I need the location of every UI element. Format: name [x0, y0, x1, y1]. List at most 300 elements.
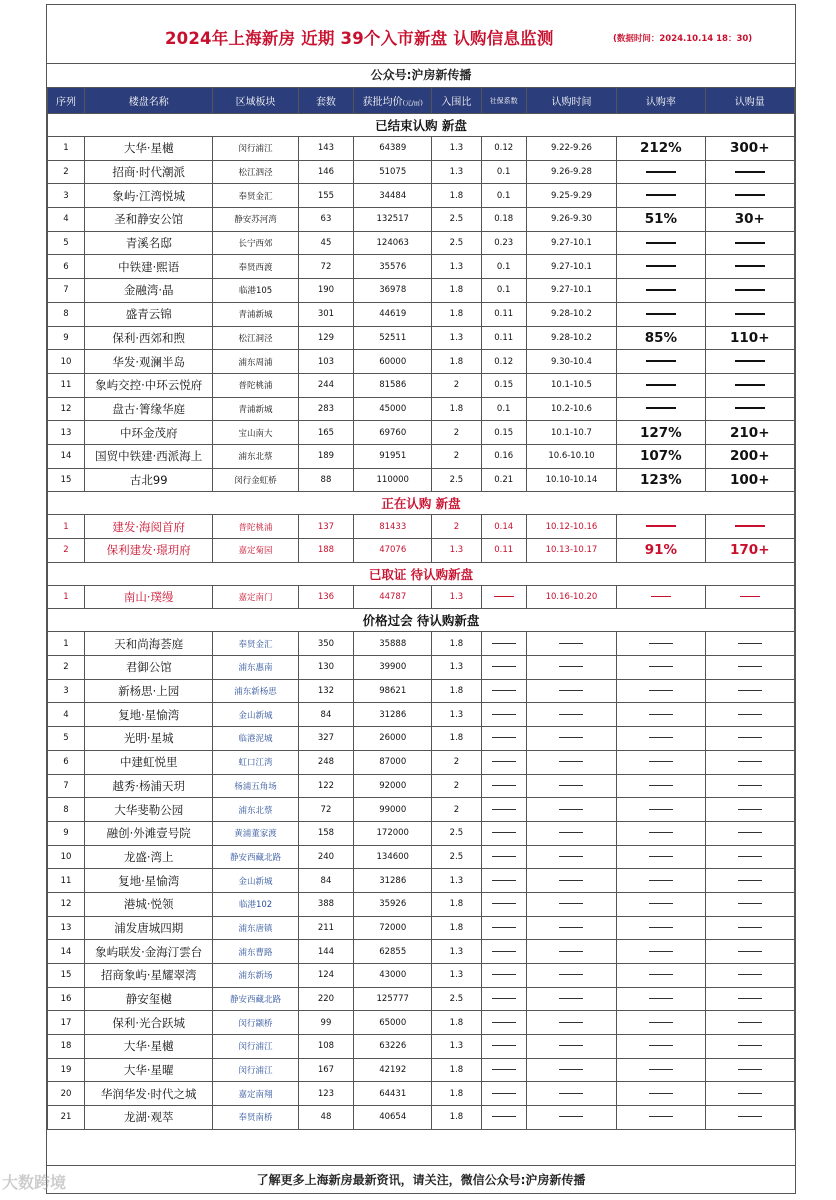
cell-social: 0.18: [481, 208, 526, 232]
cell-name: 天和尚海荟庭: [84, 632, 212, 656]
cell-time: [526, 774, 616, 798]
cell-units: 88: [298, 468, 353, 492]
cell-rate: [617, 397, 705, 421]
cell-rate: [617, 774, 705, 798]
cell-ratio: 2.5: [432, 231, 481, 255]
cell-area: 临港泥城: [213, 727, 298, 751]
cell-time: 10.6-10.10: [526, 444, 616, 468]
empty-dash: [738, 666, 762, 667]
cell-time: 9.27-10.1: [526, 255, 616, 279]
cell-rate: [617, 231, 705, 255]
cell-time: 9.26-9.28: [526, 160, 616, 184]
cell-units: 84: [298, 703, 353, 727]
table-row: [48, 869, 795, 893]
empty-dash: [649, 880, 673, 881]
cell-price: 35888: [354, 632, 432, 656]
cell-social: [481, 585, 526, 609]
cell-name: 复地·星愉湾: [84, 869, 212, 893]
empty-dash: [492, 1022, 516, 1023]
header-units: 套数: [298, 88, 353, 114]
cell-units: 84: [298, 869, 353, 893]
cell-volume: [705, 302, 794, 326]
cell-price: 172000: [354, 821, 432, 845]
cell-units: 301: [298, 302, 353, 326]
empty-dash: [649, 1069, 673, 1070]
cell-volume: [705, 632, 794, 656]
cell-price: 134600: [354, 845, 432, 869]
empty-dash: [559, 927, 583, 928]
empty-dash: [559, 643, 583, 644]
cell-price: 31286: [354, 703, 432, 727]
header-name: 楼盘名称: [84, 88, 212, 114]
empty-dash: [492, 809, 516, 810]
empty-dash: [492, 690, 516, 691]
cell-name: 静安玺樾: [84, 987, 212, 1011]
cell-rate: [617, 703, 705, 727]
cell-price: 69760: [354, 421, 432, 445]
cell-social: 0.11: [481, 539, 526, 563]
cell-rate: [617, 892, 705, 916]
cell-seq: 8: [48, 798, 85, 822]
cell-area: 静安苏河湾: [213, 208, 298, 232]
cell-price: 35926: [354, 892, 432, 916]
cell-social: [481, 727, 526, 751]
cell-volume: 210+: [705, 421, 794, 445]
cell-time: [526, 916, 616, 940]
empty-dash: [492, 951, 516, 952]
empty-dash: [492, 1069, 516, 1070]
table-row: [48, 940, 795, 964]
empty-dash: [559, 1045, 583, 1046]
cell-seq: 7: [48, 774, 85, 798]
cell-rate: [617, 727, 705, 751]
cell-ratio: 2: [432, 798, 481, 822]
cell-time: [526, 869, 616, 893]
cell-price: 52511: [354, 326, 432, 350]
cell-rate: 127%: [617, 421, 705, 445]
cell-volume: [705, 750, 794, 774]
cell-area: 嘉定南门: [213, 585, 298, 609]
cell-volume: [705, 1106, 794, 1130]
cell-volume: [705, 987, 794, 1011]
cell-volume: [705, 397, 794, 421]
table-row: [48, 727, 795, 751]
table-row: [48, 160, 795, 184]
empty-dash: [649, 714, 673, 715]
empty-dash: [559, 785, 583, 786]
cell-price: 98621: [354, 679, 432, 703]
cell-ratio: 2: [432, 750, 481, 774]
cell-units: 165: [298, 421, 353, 445]
cell-rate: 107%: [617, 444, 705, 468]
cell-volume: 200+: [705, 444, 794, 468]
cell-name: 金融湾·晶: [84, 279, 212, 303]
empty-dash: [559, 737, 583, 738]
cell-social: 0.15: [481, 373, 526, 397]
table-row: [48, 515, 795, 539]
table-row: [48, 279, 795, 303]
header-area: 区域板块: [213, 88, 298, 114]
empty-dash: [492, 1093, 516, 1094]
cell-ratio: 1.3: [432, 703, 481, 727]
empty-dash: [559, 690, 583, 691]
empty-dash: [738, 809, 762, 810]
cell-area: 宝山南大: [213, 421, 298, 445]
cell-name: 光明·星城: [84, 727, 212, 751]
cell-volume: [705, 679, 794, 703]
cell-price: 47076: [354, 539, 432, 563]
empty-dash: [559, 903, 583, 904]
cell-time: [526, 987, 616, 1011]
cell-seq: 19: [48, 1058, 85, 1082]
cell-rate: [617, 1106, 705, 1130]
cell-units: 130: [298, 656, 353, 680]
cell-price: 81433: [354, 515, 432, 539]
cell-ratio: 1.3: [432, 539, 481, 563]
cell-volume: [705, 184, 794, 208]
empty-dash: [738, 737, 762, 738]
table-row: [48, 421, 795, 445]
cell-area: 静安西藏北路: [213, 845, 298, 869]
cell-name: 大华·星樾: [84, 1035, 212, 1059]
cell-seq: 10: [48, 845, 85, 869]
cell-units: 103: [298, 350, 353, 374]
cell-units: 63: [298, 208, 353, 232]
cell-units: 123: [298, 1082, 353, 1106]
empty-dash: [738, 714, 762, 715]
cell-area: 杨浦五角场: [213, 774, 298, 798]
table-row: [48, 679, 795, 703]
empty-dash: [559, 1093, 583, 1094]
cell-units: 144: [298, 940, 353, 964]
empty-dash: [559, 951, 583, 952]
cell-seq: 12: [48, 892, 85, 916]
empty-dash: [559, 714, 583, 715]
cell-units: 388: [298, 892, 353, 916]
table-row: [48, 350, 795, 374]
cell-social: [481, 774, 526, 798]
cell-name: 龙湖·观萃: [84, 1106, 212, 1130]
cell-units: 189: [298, 444, 353, 468]
cell-volume: [705, 279, 794, 303]
cell-volume: 100+: [705, 468, 794, 492]
cell-name: 圣和静安公馆: [84, 208, 212, 232]
cell-rate: 212%: [617, 137, 705, 161]
empty-dash: [646, 289, 676, 291]
cell-units: 48: [298, 1106, 353, 1130]
table-row: [48, 373, 795, 397]
header-social: 社保系数: [481, 88, 526, 114]
cell-volume: [705, 515, 794, 539]
empty-dash: [735, 289, 765, 291]
cell-area: 浦东北蔡: [213, 798, 298, 822]
cell-name: 青溪名邸: [84, 231, 212, 255]
cell-seq: 20: [48, 1082, 85, 1106]
empty-dash: [649, 903, 673, 904]
cell-area: 奉贤南桥: [213, 1106, 298, 1130]
cell-name: 越秀·杨浦天玥: [84, 774, 212, 798]
cell-name: 华润华发·时代之城: [84, 1082, 212, 1106]
cell-ratio: 1.3: [432, 656, 481, 680]
cell-time: 9.26-9.30: [526, 208, 616, 232]
table-row: [48, 821, 795, 845]
table-row: [48, 632, 795, 656]
cell-name: 国贸中铁建·西派海上: [84, 444, 212, 468]
cell-volume: [705, 585, 794, 609]
cell-ratio: 1.8: [432, 279, 481, 303]
cell-units: 146: [298, 160, 353, 184]
cell-ratio: 1.3: [432, 160, 481, 184]
cell-time: [526, 821, 616, 845]
cell-ratio: 1.8: [432, 632, 481, 656]
table-row: [48, 798, 795, 822]
table-row: [48, 750, 795, 774]
cell-price: 81586: [354, 373, 432, 397]
empty-dash: [492, 927, 516, 928]
cell-volume: 110+: [705, 326, 794, 350]
empty-dash: [646, 194, 676, 196]
cell-area: 浦东新杨思: [213, 679, 298, 703]
cell-seq: 3: [48, 679, 85, 703]
cell-price: 92000: [354, 774, 432, 798]
cell-ratio: 1.8: [432, 892, 481, 916]
empty-dash: [492, 974, 516, 975]
cell-units: 137: [298, 515, 353, 539]
listings-table: [47, 87, 795, 1130]
cell-units: 248: [298, 750, 353, 774]
cell-price: 44787: [354, 585, 432, 609]
empty-dash: [492, 714, 516, 715]
table-row: [48, 208, 795, 232]
cell-seq: 4: [48, 703, 85, 727]
cell-price: 60000: [354, 350, 432, 374]
empty-dash: [735, 407, 765, 409]
cell-social: 0.11: [481, 326, 526, 350]
empty-dash: [735, 171, 765, 173]
cell-time: [526, 964, 616, 988]
cell-volume: [705, 1011, 794, 1035]
empty-dash: [492, 785, 516, 786]
cell-area: 普陀桃浦: [213, 373, 298, 397]
cell-price: 63226: [354, 1035, 432, 1059]
table-row: [48, 468, 795, 492]
cell-rate: 91%: [617, 539, 705, 563]
cell-units: 72: [298, 798, 353, 822]
cell-rate: [617, 964, 705, 988]
cell-volume: [705, 821, 794, 845]
table-row: [48, 231, 795, 255]
cell-social: 0.14: [481, 515, 526, 539]
empty-dash: [738, 880, 762, 881]
empty-dash: [649, 951, 673, 952]
empty-dash: [738, 998, 762, 999]
cell-name: 中建虹悦里: [84, 750, 212, 774]
cell-social: [481, 1011, 526, 1035]
cell-units: 240: [298, 845, 353, 869]
cell-time: 9.27-10.1: [526, 279, 616, 303]
cell-name: 南山·璞缦: [84, 585, 212, 609]
cell-name: 龙盛·湾上: [84, 845, 212, 869]
cell-price: 91951: [354, 444, 432, 468]
cell-social: [481, 916, 526, 940]
data-time: (数据时间：2024.10.14 18：30): [613, 34, 753, 44]
empty-dash: [735, 360, 765, 362]
cell-social: [481, 1035, 526, 1059]
cell-price: 45000: [354, 397, 432, 421]
cell-units: 72: [298, 255, 353, 279]
header-seq: 序列: [48, 88, 85, 114]
cell-seq: 12: [48, 397, 85, 421]
cell-social: [481, 798, 526, 822]
cell-rate: [617, 1082, 705, 1106]
cell-time: 10.1-10.5: [526, 373, 616, 397]
cell-name: 大华·星曜: [84, 1058, 212, 1082]
cell-volume: [705, 656, 794, 680]
cell-rate: [617, 515, 705, 539]
cell-area: 浦东北蔡: [213, 444, 298, 468]
cell-price: 62855: [354, 940, 432, 964]
cell-name: 古北99: [84, 468, 212, 492]
cell-volume: [705, 160, 794, 184]
cell-units: 124: [298, 964, 353, 988]
table-row: [48, 326, 795, 350]
cell-social: [481, 1082, 526, 1106]
cell-social: 0.15: [481, 421, 526, 445]
empty-dash: [649, 998, 673, 999]
cell-ratio: 2.5: [432, 821, 481, 845]
cell-ratio: 1.8: [432, 397, 481, 421]
cell-price: 64431: [354, 1082, 432, 1106]
cell-seq: 2: [48, 160, 85, 184]
empty-dash: [735, 384, 765, 386]
header-price: [354, 88, 432, 114]
cell-time: 9.22-9.26: [526, 137, 616, 161]
cell-price: 124063: [354, 231, 432, 255]
table-row: [48, 774, 795, 798]
cell-units: 143: [298, 137, 353, 161]
cell-time: [526, 1011, 616, 1035]
table-row: [48, 137, 795, 161]
empty-dash: [738, 1022, 762, 1023]
empty-dash: [492, 666, 516, 667]
cell-volume: [705, 798, 794, 822]
table-row: [48, 444, 795, 468]
empty-dash: [646, 313, 676, 315]
cell-price: 87000: [354, 750, 432, 774]
section-header-ongoing: [48, 492, 795, 515]
cell-area: 奉贤金汇: [213, 184, 298, 208]
cell-seq: 1: [48, 137, 85, 161]
cell-seq: 18: [48, 1035, 85, 1059]
cell-time: [526, 1082, 616, 1106]
cell-volume: [705, 1035, 794, 1059]
cell-time: [526, 703, 616, 727]
cell-price: 132517: [354, 208, 432, 232]
cell-ratio: 1.3: [432, 255, 481, 279]
empty-dash: [735, 313, 765, 315]
cell-units: 190: [298, 279, 353, 303]
empty-dash: [738, 927, 762, 928]
empty-dash: [492, 1045, 516, 1046]
cell-seq: 7: [48, 279, 85, 303]
cell-price: 43000: [354, 964, 432, 988]
cell-rate: [617, 656, 705, 680]
empty-dash: [738, 690, 762, 691]
cell-rate: [617, 1058, 705, 1082]
cell-social: 0.16: [481, 444, 526, 468]
cell-time: 10.13-10.17: [526, 539, 616, 563]
cell-time: 10.12-10.16: [526, 515, 616, 539]
cell-area: 长宁西郊: [213, 231, 298, 255]
cell-area: 浦东周浦: [213, 350, 298, 374]
cell-time: 9.30-10.4: [526, 350, 616, 374]
empty-dash: [649, 737, 673, 738]
cell-ratio: 1.3: [432, 326, 481, 350]
cell-time: [526, 1058, 616, 1082]
cell-name: 象屿联发·金海汀雲台: [84, 940, 212, 964]
empty-dash: [492, 761, 516, 762]
cell-price: 72000: [354, 916, 432, 940]
cell-time: 9.27-10.1: [526, 231, 616, 255]
table-row: [48, 1082, 795, 1106]
cell-price: 39900: [354, 656, 432, 680]
cell-ratio: 1.8: [432, 1058, 481, 1082]
cell-rate: [617, 750, 705, 774]
cell-volume: [705, 231, 794, 255]
cell-name: 保利·西郊和煦: [84, 326, 212, 350]
cell-time: 10.2-10.6: [526, 397, 616, 421]
cell-ratio: 1.3: [432, 869, 481, 893]
cell-time: [526, 1106, 616, 1130]
cell-rate: 51%: [617, 208, 705, 232]
cell-name: 华发·观澜半岛: [84, 350, 212, 374]
cell-seq: 13: [48, 421, 85, 445]
cell-price: 42192: [354, 1058, 432, 1082]
cell-social: 0.1: [481, 279, 526, 303]
cell-area: 闵行颛桥: [213, 1011, 298, 1035]
cell-social: [481, 869, 526, 893]
cell-volume: [705, 964, 794, 988]
cell-time: [526, 845, 616, 869]
cell-units: 158: [298, 821, 353, 845]
empty-dash: [646, 360, 676, 362]
empty-dash: [559, 1116, 583, 1117]
table-row: [48, 255, 795, 279]
cell-rate: [617, 373, 705, 397]
empty-dash: [492, 1116, 516, 1117]
table-row: [48, 1106, 795, 1130]
cell-seq: 9: [48, 326, 85, 350]
empty-dash: [559, 856, 583, 857]
table-row: [48, 892, 795, 916]
cell-rate: 123%: [617, 468, 705, 492]
empty-dash: [492, 856, 516, 857]
cell-social: 0.21: [481, 468, 526, 492]
cell-rate: [617, 632, 705, 656]
cell-seq: 2: [48, 656, 85, 680]
cell-rate: [617, 302, 705, 326]
cell-area: 浦东曹路: [213, 940, 298, 964]
cell-ratio: 2.5: [432, 845, 481, 869]
cell-social: 0.1: [481, 255, 526, 279]
cell-time: 10.10-10.14: [526, 468, 616, 492]
section-header-pending: [48, 609, 795, 632]
cell-area: 青浦新城: [213, 397, 298, 421]
cell-name: 港城·悦领: [84, 892, 212, 916]
empty-dash: [649, 643, 673, 644]
empty-dash: [649, 809, 673, 810]
empty-dash: [738, 643, 762, 644]
